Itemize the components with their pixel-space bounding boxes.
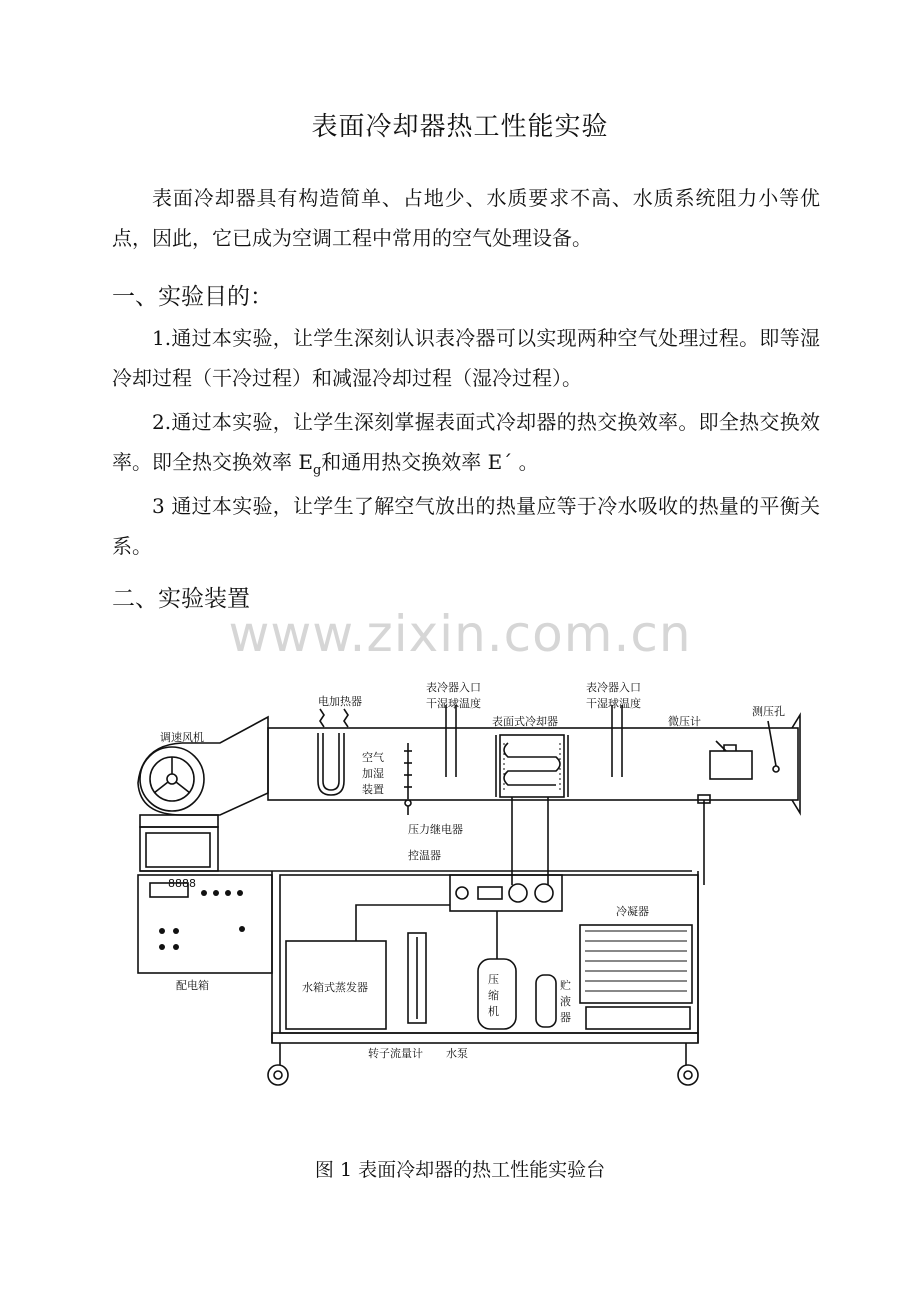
purpose-item-2-text: 2.通过本实验，让学生深刻掌握表面式冷却器的热交换效率。即全热交换效率。即全热交换效率 E <box>112 410 820 474</box>
pressure-port <box>773 766 779 772</box>
label-inlet1-a: 表冷器入口 <box>426 681 481 694</box>
micromanometer <box>710 751 752 779</box>
purpose-item-3: 3 通过本实验，让学生了解空气放出的热量应等于冷水吸收的热量的平衡关系。 <box>112 494 820 558</box>
label-rotameter: 转子流量计 <box>368 1047 423 1060</box>
label-thermostat: 控温器 <box>408 849 441 862</box>
label-pressure-relay: 压力继电器 <box>408 823 463 836</box>
subscript-g: g <box>312 463 322 478</box>
wheel-right <box>678 1065 698 1085</box>
purpose-item-2-tail: 和通用热交换效率 E´ 。 <box>321 450 539 474</box>
label-micromanometer: 微压计 <box>668 715 701 728</box>
distribution-box <box>138 875 272 973</box>
label-fan: 调速风机 <box>160 731 204 744</box>
liquid-receiver <box>536 975 556 1027</box>
label-inlet2-a: 表冷器入口 <box>586 681 641 694</box>
label-inlet2-b: 干湿球温度 <box>586 697 641 710</box>
label-pressure-port: 测压孔 <box>752 705 785 718</box>
gauge-2 <box>535 884 553 902</box>
gauge-1 <box>509 884 527 902</box>
apparatus-figure <box>120 665 820 1105</box>
label-cooler: 表面式冷却器 <box>492 715 558 728</box>
section-heading-purpose: 一、实验目的： <box>112 284 273 310</box>
label-receiver-1: 贮 <box>560 979 571 992</box>
heater-coil <box>318 733 344 795</box>
control-panel <box>450 875 562 911</box>
fan-base <box>140 815 218 827</box>
label-inlet1-b: 干湿球温度 <box>426 697 481 710</box>
display-readout: 8888 <box>168 877 196 890</box>
purpose-item-1: 1.通过本实验，让学生深刻认识表冷器可以实现两种空气处理过程。即等湿冷却过程（干冷过程）和减湿冷却过程（湿冷过程）。 <box>112 326 820 390</box>
label-condenser: 冷凝器 <box>616 905 649 918</box>
label-pump: 水泵 <box>446 1047 468 1060</box>
label-heater: 电加热器 <box>318 695 362 708</box>
label-receiver-2: 液 <box>560 995 571 1008</box>
apparatus-diagram <box>120 665 820 1105</box>
label-humid-2: 加湿 <box>362 767 384 780</box>
label-humid-3: 装置 <box>362 783 384 796</box>
label-humid-1: 空气 <box>362 751 384 764</box>
wheel-left <box>268 1065 288 1085</box>
label-compressor-3: 机 <box>488 1005 499 1018</box>
label-compressor-1: 压 <box>488 973 499 986</box>
figure-caption: 图 1 表面冷却器的热工性能实验台 <box>314 1159 606 1181</box>
air-duct <box>268 728 798 800</box>
watermark: www.zixin.com.cn <box>228 605 692 663</box>
section-heading-apparatus: 二、实验装置 <box>112 586 250 612</box>
label-distribution-box: 配电箱 <box>176 979 209 992</box>
base-frame <box>272 1033 698 1043</box>
label-evaporator: 水箱式蒸发器 <box>302 981 368 994</box>
label-compressor-2: 缩 <box>488 989 499 1002</box>
purpose-item-2 <box>112 402 820 491</box>
label-receiver-3: 器 <box>560 1011 571 1024</box>
cooler-coil <box>500 735 564 797</box>
page-title: 表面冷却器热工性能实验 <box>311 112 609 142</box>
intro-paragraph: 表面冷却器具有构造简单、占地少、水质要求不高、水质系统阻力小等优点，因此，它已成为空调工程中常用的空气处理设备。 <box>112 186 820 250</box>
relay-box <box>478 887 502 899</box>
